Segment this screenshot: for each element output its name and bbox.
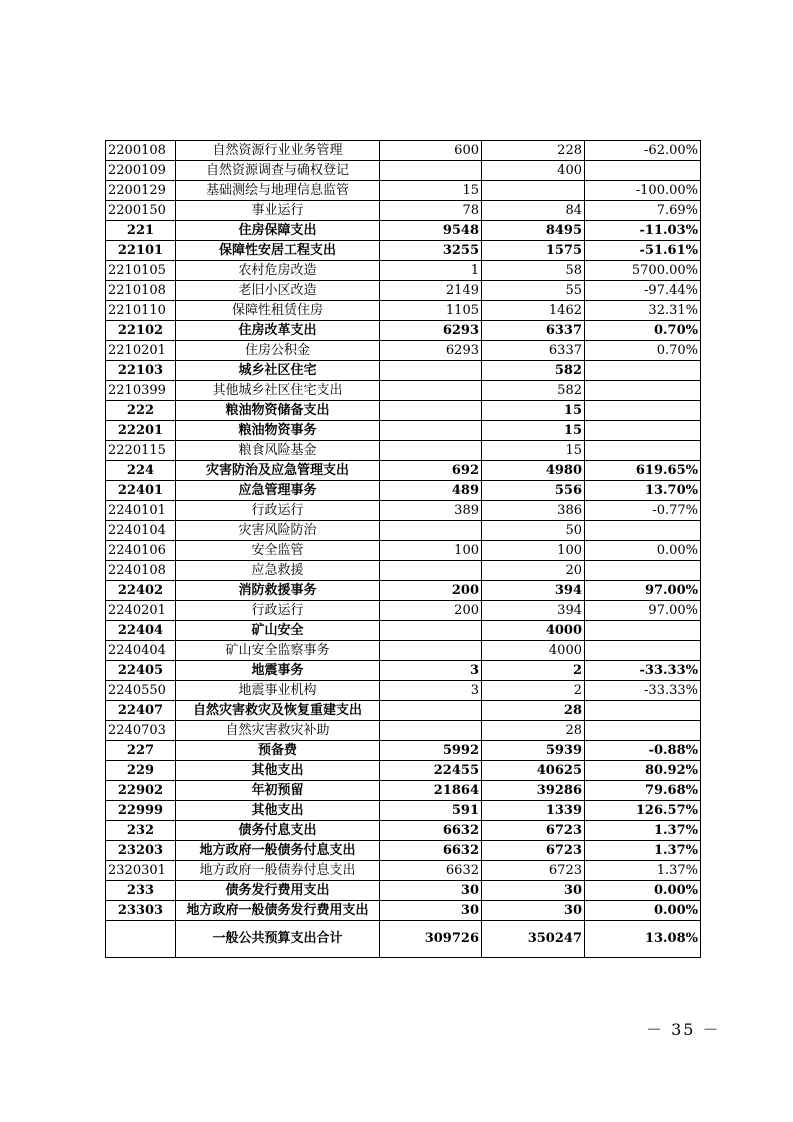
total-curr-amount: 350247 [482, 921, 585, 958]
cell-prev-amount: 100 [380, 541, 482, 561]
cell-prev-amount: 3 [380, 681, 482, 701]
cell-change-rate: -0.77% [585, 501, 701, 521]
cell-prev-amount: 22455 [380, 761, 482, 781]
cell-change-rate: 0.00% [585, 901, 701, 921]
total-label: 一般公共预算支出合计 [176, 921, 380, 958]
cell-code: 23203 [106, 841, 176, 861]
cell-change-rate [585, 361, 701, 381]
cell-change-rate: 1.37% [585, 821, 701, 841]
cell-curr-amount: 100 [482, 541, 585, 561]
cell-item-name: 粮油物资储备支出 [176, 401, 380, 421]
cell-prev-amount: 1105 [380, 301, 482, 321]
total-prev-amount: 309726 [380, 921, 482, 958]
cell-change-rate: -33.33% [585, 661, 701, 681]
cell-curr-amount: 55 [482, 281, 585, 301]
cell-curr-amount: 2 [482, 661, 585, 681]
cell-code: 229 [106, 761, 176, 781]
cell-item-name: 地方政府一般债务付息支出 [176, 841, 380, 861]
total-change-rate: 13.08% [585, 921, 701, 958]
cell-curr-amount: 15 [482, 441, 585, 461]
cell-change-rate: 97.00% [585, 601, 701, 621]
cell-change-rate: -62.00% [585, 141, 701, 161]
cell-code: 2320301 [106, 861, 176, 881]
cell-item-name: 住房保障支出 [176, 221, 380, 241]
table-row [106, 221, 701, 241]
cell-prev-amount: 6293 [380, 321, 482, 341]
table-row [106, 901, 701, 921]
cell-prev-amount: 200 [380, 601, 482, 621]
cell-item-name: 事业运行 [176, 201, 380, 221]
table-row [106, 681, 701, 701]
cell-item-name: 自然资源行业业务管理 [176, 141, 380, 161]
cell-curr-amount: 394 [482, 601, 585, 621]
cell-code: 22401 [106, 481, 176, 501]
cell-item-name: 粮油物资事务 [176, 421, 380, 441]
cell-prev-amount [380, 161, 482, 181]
cell-curr-amount: 6723 [482, 861, 585, 881]
cell-prev-amount: 78 [380, 201, 482, 221]
cell-code: 2240201 [106, 601, 176, 621]
table-row [106, 201, 701, 221]
cell-prev-amount [380, 381, 482, 401]
table-row [106, 801, 701, 821]
cell-change-rate: -33.33% [585, 681, 701, 701]
cell-curr-amount: 1462 [482, 301, 585, 321]
cell-code: 22402 [106, 581, 176, 601]
cell-item-name: 自然灾害救灾补助 [176, 721, 380, 741]
cell-item-name: 住房改革支出 [176, 321, 380, 341]
cell-item-name: 保障性租赁住房 [176, 301, 380, 321]
cell-code: 233 [106, 881, 176, 901]
cell-change-rate: 5700.00% [585, 261, 701, 281]
cell-prev-amount: 600 [380, 141, 482, 161]
cell-item-name: 保障性安居工程支出 [176, 241, 380, 261]
table-row [106, 141, 701, 161]
cell-prev-amount [380, 401, 482, 421]
table-row [106, 321, 701, 341]
cell-curr-amount: 582 [482, 381, 585, 401]
cell-curr-amount: 84 [482, 201, 585, 221]
table-row [106, 161, 701, 181]
cell-prev-amount [380, 441, 482, 461]
cell-curr-amount: 394 [482, 581, 585, 601]
cell-curr-amount: 6337 [482, 321, 585, 341]
cell-code: 2240106 [106, 541, 176, 561]
cell-code: 2200150 [106, 201, 176, 221]
cell-code: 2240703 [106, 721, 176, 741]
cell-change-rate: -100.00% [585, 181, 701, 201]
table-row [106, 821, 701, 841]
cell-change-rate: 97.00% [585, 581, 701, 601]
cell-curr-amount: 6723 [482, 841, 585, 861]
cell-prev-amount: 6293 [380, 341, 482, 361]
cell-change-rate: 80.92% [585, 761, 701, 781]
cell-curr-amount: 8495 [482, 221, 585, 241]
table-row [106, 721, 701, 741]
cell-item-name: 消防救援事务 [176, 581, 380, 601]
cell-item-name: 住房公积金 [176, 341, 380, 361]
cell-item-name: 安全监管 [176, 541, 380, 561]
cell-item-name: 行政运行 [176, 601, 380, 621]
cell-prev-amount: 3 [380, 661, 482, 681]
cell-curr-amount: 28 [482, 721, 585, 741]
cell-prev-amount [380, 701, 482, 721]
cell-curr-amount: 15 [482, 401, 585, 421]
cell-item-name: 基础测绘与地理信息监管 [176, 181, 380, 201]
cell-curr-amount: 386 [482, 501, 585, 521]
cell-curr-amount: 1339 [482, 801, 585, 821]
cell-code: 2210110 [106, 301, 176, 321]
cell-prev-amount: 6632 [380, 821, 482, 841]
cell-code: 22201 [106, 421, 176, 441]
cell-curr-amount: 4980 [482, 461, 585, 481]
cell-change-rate: -97.44% [585, 281, 701, 301]
cell-change-rate: 7.69% [585, 201, 701, 221]
cell-curr-amount: 400 [482, 161, 585, 181]
table-row [106, 881, 701, 901]
table-row [106, 841, 701, 861]
cell-curr-amount: 28 [482, 701, 585, 721]
cell-change-rate [585, 161, 701, 181]
cell-code: 22102 [106, 321, 176, 341]
table-row [106, 861, 701, 881]
cell-item-name: 粮食风险基金 [176, 441, 380, 461]
cell-change-rate [585, 621, 701, 641]
cell-change-rate [585, 381, 701, 401]
cell-change-rate [585, 721, 701, 741]
cell-curr-amount: 50 [482, 521, 585, 541]
cell-prev-amount [380, 421, 482, 441]
table-row [106, 341, 701, 361]
cell-prev-amount [380, 641, 482, 661]
cell-curr-amount: 6337 [482, 341, 585, 361]
cell-code: 224 [106, 461, 176, 481]
cell-prev-amount: 489 [380, 481, 482, 501]
cell-curr-amount: 4000 [482, 641, 585, 661]
total-code [106, 921, 176, 958]
cell-curr-amount: 58 [482, 261, 585, 281]
cell-code: 2200109 [106, 161, 176, 181]
cell-curr-amount: 582 [482, 361, 585, 381]
cell-code: 22101 [106, 241, 176, 261]
cell-item-name: 灾害防治及应急管理支出 [176, 461, 380, 481]
table-row [106, 561, 701, 581]
cell-code: 2210108 [106, 281, 176, 301]
table-row [106, 241, 701, 261]
table-row [106, 621, 701, 641]
cell-prev-amount: 30 [380, 881, 482, 901]
cell-code: 22999 [106, 801, 176, 821]
cell-curr-amount: 15 [482, 421, 585, 441]
cell-change-rate: 126.57% [585, 801, 701, 821]
table-row [106, 701, 701, 721]
cell-item-name: 地震事务 [176, 661, 380, 681]
cell-code: 2200108 [106, 141, 176, 161]
cell-code: 2210399 [106, 381, 176, 401]
cell-item-name: 其他支出 [176, 801, 380, 821]
cell-curr-amount: 228 [482, 141, 585, 161]
cell-prev-amount: 5992 [380, 741, 482, 761]
cell-prev-amount: 6632 [380, 861, 482, 881]
cell-prev-amount: 200 [380, 581, 482, 601]
cell-change-rate: 1.37% [585, 861, 701, 881]
cell-code: 2240108 [106, 561, 176, 581]
cell-item-name: 灾害风险防治 [176, 521, 380, 541]
cell-item-name: 地方政府一般债务发行费用支出 [176, 901, 380, 921]
cell-prev-amount: 30 [380, 901, 482, 921]
cell-item-name: 地方政府一般债券付息支出 [176, 861, 380, 881]
cell-change-rate: 619.65% [585, 461, 701, 481]
table-row [106, 741, 701, 761]
table-row [106, 581, 701, 601]
cell-change-rate [585, 421, 701, 441]
cell-prev-amount: 6632 [380, 841, 482, 861]
table-row [106, 781, 701, 801]
cell-prev-amount: 591 [380, 801, 482, 821]
cell-item-name: 应急管理事务 [176, 481, 380, 501]
cell-change-rate: 13.70% [585, 481, 701, 501]
cell-change-rate: -11.03% [585, 221, 701, 241]
cell-item-name: 城乡社区住宅 [176, 361, 380, 381]
cell-change-rate: 1.37% [585, 841, 701, 861]
cell-item-name: 年初预留 [176, 781, 380, 801]
table-row [106, 361, 701, 381]
cell-change-rate [585, 561, 701, 581]
cell-item-name: 其他支出 [176, 761, 380, 781]
table-row [106, 261, 701, 281]
cell-code: 227 [106, 741, 176, 761]
cell-change-rate: 0.70% [585, 341, 701, 361]
table-row [106, 381, 701, 401]
cell-change-rate [585, 441, 701, 461]
budget-table [105, 140, 701, 958]
cell-item-name: 矿山安全监察事务 [176, 641, 380, 661]
cell-item-name: 矿山安全 [176, 621, 380, 641]
cell-code: 2210105 [106, 261, 176, 281]
cell-item-name: 其他城乡社区住宅支出 [176, 381, 380, 401]
cell-prev-amount: 3255 [380, 241, 482, 261]
table-row [106, 181, 701, 201]
cell-prev-amount [380, 621, 482, 641]
cell-code: 2240404 [106, 641, 176, 661]
page-number: － 35 － [646, 1020, 721, 1039]
cell-curr-amount: 39286 [482, 781, 585, 801]
cell-code: 22404 [106, 621, 176, 641]
cell-code: 2200129 [106, 181, 176, 201]
cell-code: 22103 [106, 361, 176, 381]
cell-change-rate [585, 521, 701, 541]
budget-table-body [106, 141, 701, 921]
table-row [106, 461, 701, 481]
cell-curr-amount [482, 181, 585, 201]
cell-item-name: 预备费 [176, 741, 380, 761]
cell-item-name: 地震事业机构 [176, 681, 380, 701]
cell-item-name: 自然灾害救灾及恢复重建支出 [176, 701, 380, 721]
cell-curr-amount: 40625 [482, 761, 585, 781]
cell-code: 222 [106, 401, 176, 421]
table-row [106, 761, 701, 781]
cell-code: 22405 [106, 661, 176, 681]
cell-code: 2240550 [106, 681, 176, 701]
cell-change-rate: -0.88% [585, 741, 701, 761]
table-row [106, 441, 701, 461]
cell-curr-amount: 556 [482, 481, 585, 501]
table-row [106, 541, 701, 561]
table-row [106, 301, 701, 321]
cell-item-name: 农村危房改造 [176, 261, 380, 281]
cell-prev-amount: 2149 [380, 281, 482, 301]
cell-change-rate: -51.61% [585, 241, 701, 261]
total-row [106, 921, 701, 958]
cell-curr-amount: 2 [482, 681, 585, 701]
cell-item-name: 自然资源调查与确权登记 [176, 161, 380, 181]
cell-change-rate: 79.68% [585, 781, 701, 801]
cell-prev-amount [380, 561, 482, 581]
cell-code: 22407 [106, 701, 176, 721]
cell-change-rate: 0.00% [585, 881, 701, 901]
cell-code: 2240104 [106, 521, 176, 541]
cell-curr-amount: 20 [482, 561, 585, 581]
cell-item-name: 应急救援 [176, 561, 380, 581]
table-row [106, 501, 701, 521]
cell-curr-amount: 30 [482, 881, 585, 901]
cell-prev-amount: 692 [380, 461, 482, 481]
cell-item-name: 债务发行费用支出 [176, 881, 380, 901]
cell-item-name: 债务付息支出 [176, 821, 380, 841]
table-row [106, 661, 701, 681]
table-row [106, 481, 701, 501]
cell-code: 2220115 [106, 441, 176, 461]
cell-code: 2210201 [106, 341, 176, 361]
cell-code: 22902 [106, 781, 176, 801]
cell-prev-amount [380, 361, 482, 381]
cell-change-rate: 32.31% [585, 301, 701, 321]
table-row [106, 281, 701, 301]
table-row [106, 521, 701, 541]
cell-prev-amount: 9548 [380, 221, 482, 241]
table-row [106, 401, 701, 421]
cell-prev-amount: 21864 [380, 781, 482, 801]
cell-curr-amount: 5939 [482, 741, 585, 761]
cell-change-rate: 0.70% [585, 321, 701, 341]
table-row [106, 641, 701, 661]
cell-curr-amount: 4000 [482, 621, 585, 641]
cell-code: 221 [106, 221, 176, 241]
cell-prev-amount: 389 [380, 501, 482, 521]
table-row [106, 601, 701, 621]
cell-code: 23303 [106, 901, 176, 921]
cell-change-rate [585, 641, 701, 661]
cell-change-rate: 0.00% [585, 541, 701, 561]
cell-curr-amount: 1575 [482, 241, 585, 261]
cell-code: 232 [106, 821, 176, 841]
cell-change-rate [585, 701, 701, 721]
cell-code: 2240101 [106, 501, 176, 521]
cell-item-name: 行政运行 [176, 501, 380, 521]
cell-item-name: 老旧小区改造 [176, 281, 380, 301]
cell-change-rate [585, 401, 701, 421]
cell-curr-amount: 6723 [482, 821, 585, 841]
cell-prev-amount: 15 [380, 181, 482, 201]
table-row [106, 421, 701, 441]
cell-prev-amount: 1 [380, 261, 482, 281]
cell-curr-amount: 30 [482, 901, 585, 921]
cell-prev-amount [380, 521, 482, 541]
cell-prev-amount [380, 721, 482, 741]
